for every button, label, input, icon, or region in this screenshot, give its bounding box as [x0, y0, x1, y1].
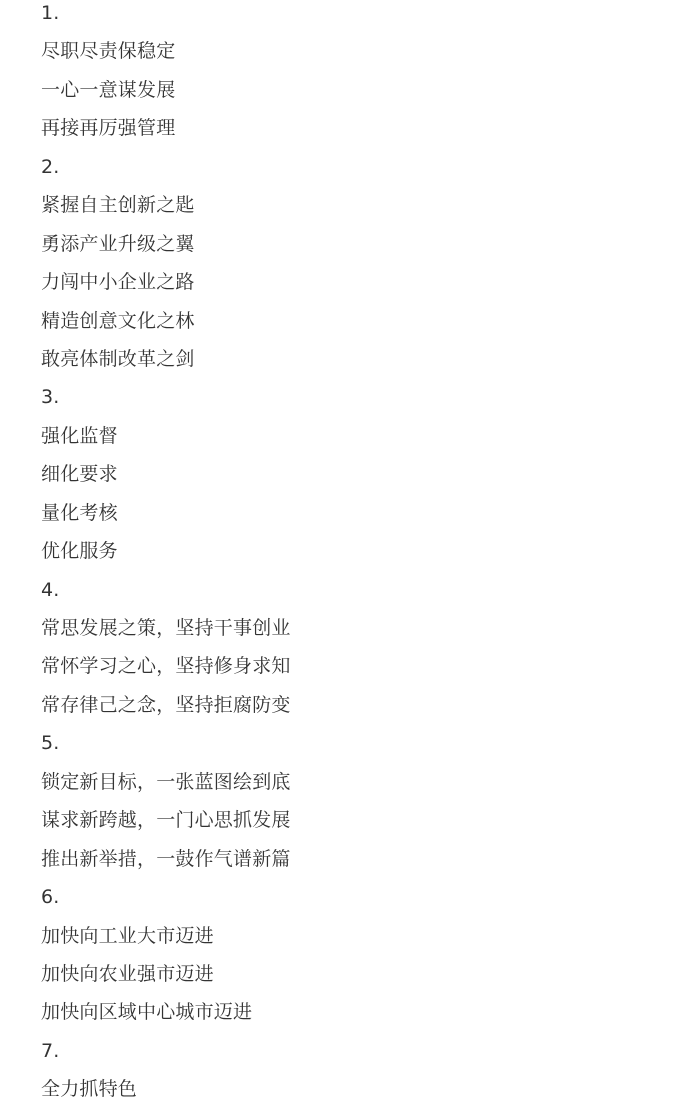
section-number: 6.: [41, 886, 60, 909]
slogan-line: 常思发展之策，坚持干事创业: [41, 617, 291, 639]
slogan-line: 加快向区域中心城市迈进: [41, 1001, 253, 1024]
slogan-line: 力闯中小企业之路: [41, 271, 195, 294]
slogan-line: 紧握自主创新之匙: [41, 194, 195, 217]
slogan-line: 加快向工业大市迈进: [41, 924, 214, 947]
section-number: 4.: [41, 578, 60, 601]
slogan-line: 常怀学习之心，坚持修身求知: [41, 655, 291, 678]
slogan-line: 谋求新跨越，一门心思抓发展: [41, 809, 291, 832]
slogan-line: 锁定新目标，一张蓝图绘到底: [41, 770, 291, 793]
slogan-line: 细化要求: [41, 463, 118, 486]
slogan-line: 常存律己之念，坚持拒腐防变: [41, 693, 291, 716]
slogan-line: 量化考核: [41, 501, 118, 524]
slogan-line: 尽职尽责保稳定: [41, 40, 176, 63]
slogan-line: 精造创意文化之林: [41, 309, 195, 332]
document-body: [41, 0, 681, 1115]
slogan-line: 强化监督: [41, 424, 118, 447]
slogan-line: 敢亮体制改革之剑: [41, 347, 195, 370]
section-number: 1.: [41, 2, 60, 24]
section-number: 5.: [41, 732, 60, 755]
slogan-line: 勇添产业升级之翼: [41, 232, 195, 255]
slogan-line: 优化服务: [41, 540, 118, 563]
slogan-line: 一心一意谋发展: [41, 78, 176, 101]
slogan-line: 加快向农业强市迈进: [41, 962, 214, 985]
slogan-line: 全力抓特色: [41, 1078, 138, 1101]
section-number: 7.: [41, 1039, 60, 1062]
slogan-line: 再接再厉强管理: [41, 117, 176, 140]
slogan-line: 推出新举措，一鼓作气谱新篇: [41, 847, 291, 870]
section-number: 3.: [41, 386, 60, 409]
section-number: 2.: [41, 155, 60, 178]
